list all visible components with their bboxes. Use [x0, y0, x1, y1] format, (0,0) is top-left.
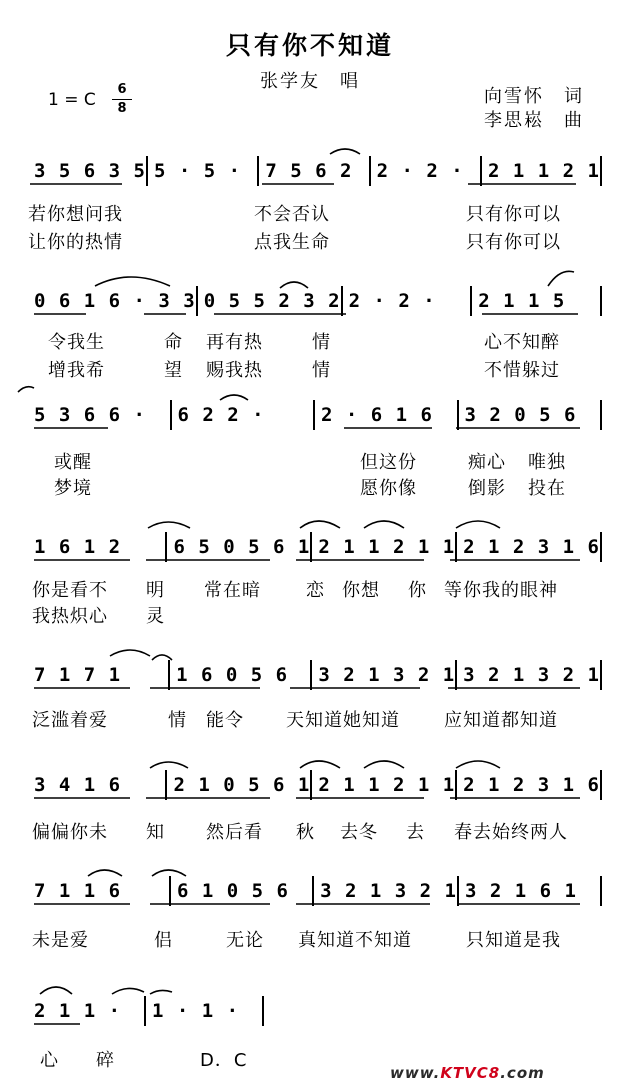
lyric: 明 [146, 580, 165, 601]
lyric: 常在暗 [204, 580, 261, 601]
lyric: 增我希 [48, 360, 105, 381]
measure: 3 2 1 3 2 1 [318, 664, 456, 686]
score-line-6 [28, 770, 602, 800]
lyric: 能令 [206, 710, 244, 731]
time-signature [112, 82, 132, 117]
lyric: 我热炽心 [32, 606, 108, 627]
measure: 2 1 1 5 [478, 290, 566, 312]
lyric: 秋 [296, 822, 315, 843]
measure: 2 1 2 3 1 6 [463, 774, 600, 796]
lyric: 点我生命 [254, 232, 330, 253]
measure: 1 6 1 2 [34, 536, 122, 558]
lyric: 再有热 [206, 332, 263, 353]
lyric: 心不知醉 [484, 332, 560, 353]
key-signature: 1 = C [48, 90, 96, 110]
lyric: 偏偏你未 [32, 822, 108, 843]
song-title: 只有你不知道 [225, 31, 394, 60]
lyric: 真知道不知道 [298, 930, 412, 951]
lyric: 命 [164, 332, 183, 353]
lyric: 但这份 [360, 452, 417, 473]
lyric: 情 [312, 360, 331, 381]
lyric: 无论 [226, 930, 264, 951]
measure: 0 5 5 2 3 2 [203, 290, 341, 312]
measure: 3 2 1 3 2 1 [320, 880, 457, 902]
measure: 3 5 6 3 5 [34, 160, 146, 182]
score-line-2 [28, 286, 602, 316]
lyric: 未是爱 [32, 930, 89, 951]
measure: 2 · 6 1 6 [321, 404, 433, 426]
lyric: 倒影 [468, 478, 506, 499]
measure: 1 · 1 · [152, 1000, 240, 1022]
lyric: 梦境 [54, 478, 92, 499]
watermark-suffix: .com [500, 1064, 545, 1082]
measure: 1 6 0 5 6 [176, 664, 289, 686]
lyric: 望 [164, 360, 183, 381]
lyric: 知 [146, 822, 165, 843]
watermark-brand: KTVC8 [440, 1064, 501, 1082]
score-line-8 [28, 996, 268, 1026]
lyric: 赐我热 [206, 360, 263, 381]
da-capo-mark: D．C [200, 1050, 248, 1071]
lyric: 侣 [154, 930, 173, 951]
lyric: 若你想问我 [28, 204, 123, 225]
measure: 2 · 2 · [376, 160, 464, 182]
lyric: 心 [40, 1050, 59, 1071]
lyric: 你 [408, 580, 427, 601]
watermark [390, 1064, 545, 1082]
measure: 5 3 6 6 · [34, 404, 146, 426]
lyric: 你想 [342, 580, 380, 601]
measure: 2 · 2 · [348, 290, 436, 312]
score-line-1 [28, 156, 602, 186]
singer-credit: 张学友 唱 [260, 71, 360, 92]
lyric: 只知道是我 [466, 930, 561, 951]
lyric: 碎 [96, 1050, 115, 1071]
barline [600, 400, 602, 430]
lyric: 不惜躲过 [484, 360, 560, 381]
score-line-4 [28, 532, 602, 562]
lyric: 去 [406, 822, 425, 843]
lyric: 然后看 [206, 822, 263, 843]
lyric: 应知道都知道 [444, 710, 558, 731]
measure: 6 5 0 5 6 1 [173, 536, 311, 558]
lyric: 痴心 [468, 452, 506, 473]
time-signature-numerator: 6 [117, 82, 127, 97]
measure: 2 1 1 2 1 [488, 160, 600, 182]
measure: 2 1 1 2 1 1 [318, 774, 456, 796]
lyric: 等你我的眼神 [444, 580, 558, 601]
final-barline [262, 996, 268, 1026]
measure: 7 1 1 6 [34, 880, 122, 902]
barline [600, 660, 602, 690]
barline [600, 770, 602, 800]
measure: 3 2 1 6 1 [464, 880, 577, 902]
measure: 2 1 0 5 6 1 [173, 774, 311, 796]
lyric: 只有你可以 [466, 204, 561, 225]
measure: 2 1 1 2 1 1 [318, 536, 456, 558]
lyric: 或醒 [54, 452, 92, 473]
lyric: 唯独 [528, 452, 566, 473]
measure: 7 1 7 1 [34, 664, 122, 686]
lyric: 天知道她知道 [286, 710, 400, 731]
lyric: 你是看不 [32, 580, 108, 601]
measure: 2 1 2 3 1 6 [463, 536, 600, 558]
measure: 3 4 1 6 [34, 774, 122, 796]
watermark-prefix: www. [390, 1064, 441, 1082]
barline [600, 156, 602, 186]
barline [600, 286, 602, 316]
lyric: 让你的热情 [28, 232, 123, 253]
measure: 6 2 2 · [177, 404, 265, 426]
time-signature-denominator: 8 [117, 101, 127, 116]
measure: 0 6 1 6 · 3 3 [34, 290, 196, 312]
lyric: 灵 [146, 606, 165, 627]
composer-credit: 李思崧 曲 [484, 110, 584, 131]
lyric: 令我生 [48, 332, 105, 353]
measure: 5 · 5 · [153, 160, 242, 182]
measure: 3 2 0 5 6 [464, 404, 577, 426]
lyricist-credit: 向雪怀 词 [484, 86, 584, 107]
measure: 2 1 1 · [34, 1000, 122, 1022]
measure: 6 1 0 5 6 [177, 880, 289, 902]
lyric: 只有你可以 [466, 232, 561, 253]
score-line-7 [28, 876, 602, 906]
score-line-3 [28, 400, 602, 430]
lyric: 投在 [528, 478, 566, 499]
lyric: 不会否认 [254, 204, 330, 225]
lyric: 泛滥着爱 [32, 710, 108, 731]
lyric: 情 [168, 710, 187, 731]
lyric: 春去始终两人 [454, 822, 568, 843]
barline [600, 876, 602, 906]
barline [600, 532, 602, 562]
lyric: 去冬 [340, 822, 378, 843]
score-line-5 [28, 660, 602, 690]
measure: 3 2 1 3 2 1 [463, 664, 600, 686]
measure: 7 5 6 2 [265, 160, 353, 182]
lyric: 愿你像 [360, 478, 417, 499]
lyric: 情 [312, 332, 331, 353]
lyric: 恋 [306, 580, 325, 601]
